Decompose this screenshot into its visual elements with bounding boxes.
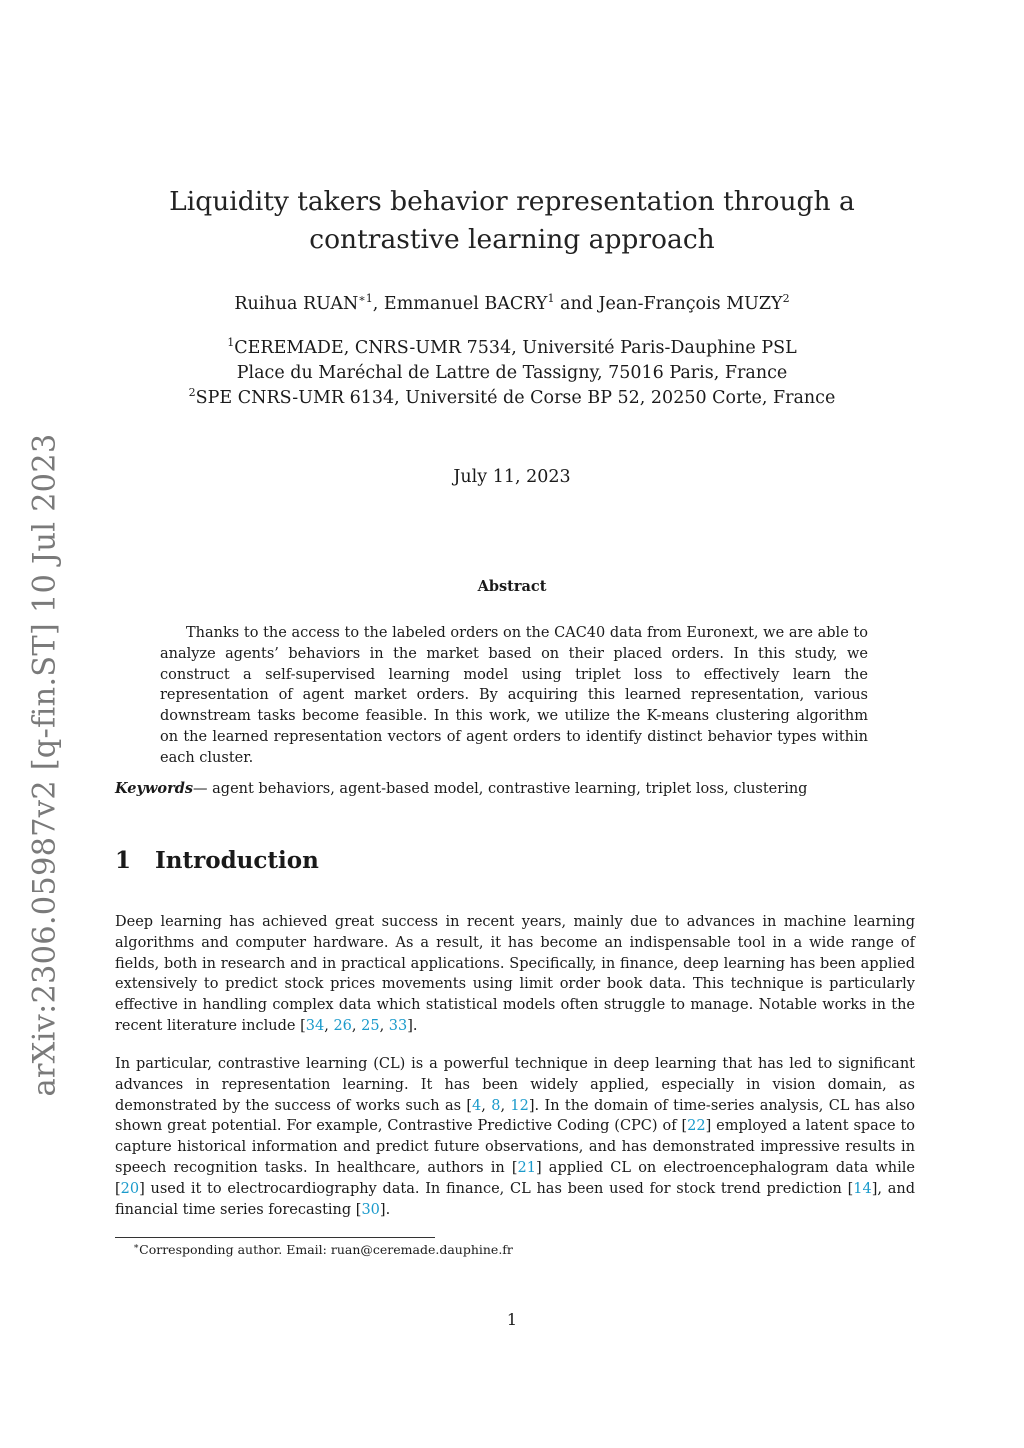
footnote-text: Corresponding author. Email: ruan@ceremade.dauphine.fr [139, 1242, 513, 1257]
affiliation-text: SPE CNRS-UMR 6134, Université de Corse BP 52, 20250 Corte, France [195, 388, 836, 408]
arxiv-identifier-stamp: arXiv:2306.05987v2 [q-fin.ST] 10 Jul 2023 [27, 433, 63, 1097]
author-superscript: ∗1 [358, 292, 373, 305]
intro-paragraph-1: Deep learning has achieved great success in recent years, mainly due to advances in machine learning algorithms and computer hardware. As a result, it has become an indispensable tool in a wide range of fields, both in research and in practical applications. Specifically, in finance, deep learning has been applied extensively to predict stock prices movements using limit order book data. This technique is particularly effective in handling complex data which statistical models often struggle to manage. Notable works in the recent literature include [34, 26, 25, 33]. [115, 914, 915, 1034]
citation-link[interactable]: 12 [510, 1097, 529, 1114]
paragraph-text: Deep learning has achieved great success in recent years, mainly due to advances in machine learning algorithms and computer hardware. As a result, it has become an indispensable tool in a wide range of fields, both in research and in practical applications. Specifically, in finance, deep learning has been applied extensively to predict stock prices movements using limit order book data. This technique is particularly effective in handling complex data which statistical models often struggle to manage. Notable works in the recent literature include [115, 914, 915, 1034]
section-number: 1 [115, 847, 132, 874]
citation-link[interactable]: 26 [333, 1017, 352, 1034]
citation-link[interactable]: 4 [472, 1097, 482, 1114]
affiliation-text: CEREMADE, CNRS-UMR 7534, Université Paris-Dauphine PSL [234, 338, 797, 358]
page-number: 1 [506, 1310, 518, 1329]
keywords-dash: — [193, 781, 208, 797]
paragraph-text: ], and financial time series forecasting [115, 1180, 915, 1218]
author-superscript: 2 [782, 292, 790, 305]
intro-paragraph-2: In particular, contrastive learning (CL) is a powerful technique in deep learning that has led to significant advances in representation learning. It has been widely applied, especially in vision domain, as demonstrated by the success of works such as [4, 8, 12]. In the domain of time-series analysis, CL has also shown great potential. For example, Contrastive Predictive Coding (CPC) of [22] employed a latent space to capture historical information and predict future observations, and has demonstrated impressive results in speech recognition tasks. In healthcare, authors in [21] applied CL on electroencephalogram data while [20] used it to electrocardiography data. In finance, CL has been used for stock trend prediction [14], and financial time series forecasting [30]. [115, 1056, 915, 1218]
paragraph-text: ]. In the domain of time-series analysis, CL has also shown great potential. For example, Contrastive Predictive Coding (CPC) of [115, 1097, 915, 1135]
keywords-label: Keywords [115, 780, 194, 797]
author-name: Emmanuel BACRY [383, 294, 548, 314]
citation-link[interactable]: 33 [388, 1017, 408, 1034]
footnote [133, 1242, 513, 1257]
section-heading [115, 847, 319, 874]
paragraph-text: In particular, contrastive learning (CL) is a powerful technique in deep learning that has led to significant advances in representation learning. It has been widely applied, especially in vision domain, as demonstrated by the success of works such as [115, 1056, 915, 1114]
author-list: Ruihua $RUAN^{∗1}$, Emmanuel BACRY$^1$ and Jean-François MUZY$^2$ [234, 292, 790, 314]
author-conjunction: and [560, 294, 593, 314]
citation-link[interactable]: 25 [361, 1017, 380, 1034]
affiliation-1 [112, 336, 912, 361]
citation-link[interactable]: 20 [120, 1180, 140, 1197]
paper-date: July 11, 2023 [453, 467, 571, 487]
affiliation-superscript: 2 [188, 386, 196, 399]
paragraph-text: ]. [407, 1017, 418, 1034]
affiliations [112, 336, 912, 411]
footnote-mark: ∗ [133, 1242, 140, 1252]
citation-link[interactable]: 34 [305, 1017, 325, 1034]
paragraph-text: ] employed a latent space to capture historical information and predict future observations, and has demonstrated impressive results in speech recognition tasks. In healthcare, authors in [115, 1118, 915, 1176]
keywords-line [115, 780, 915, 797]
author-name: Ruihua RUAN [234, 294, 359, 314]
citation-link[interactable]: 14 [853, 1180, 872, 1197]
keywords-text: agent behaviors, agent-based model, contrastive learning, triplet loss, clustering [212, 781, 808, 797]
paper-title: Liquidity takers behavior representation through a contrastive learning approach [169, 186, 855, 255]
citation-link[interactable]: 30 [361, 1201, 380, 1218]
affiliation-2 [112, 386, 912, 411]
affiliation-superscript: 1 [227, 336, 235, 349]
affiliation-1-address: Place du Maréchal de Lattre de Tassigny, 75016 Paris, France [236, 363, 788, 383]
author-name: Jean-François MUZY [598, 294, 783, 314]
citation-link[interactable]: 8 [491, 1097, 501, 1114]
abstract-heading: Abstract [477, 578, 547, 595]
paragraph-text: ] used it to electrocardiography data. In finance, CL has been used for stock trend prediction [139, 1180, 848, 1197]
abstract-text: Thanks to the access to the labeled orders on the CAC40 data from Euronext, we are able to analyze agents’ behaviors in the market based on their placed orders. In this study, we construct a self-supervised learning model using triplet loss to effectively learn the representation of agent market orders. By acquiring this learned representation, various downstream tasks become feasible. In this work, we utilize the K-means clustering algorithm on the learned representation vectors of agent orders to identify distinct behavior types within each cluster. [160, 625, 868, 766]
author-superscript: 1 [547, 292, 555, 305]
citation-link[interactable]: 22 [687, 1118, 706, 1135]
footnote-rule [115, 1237, 435, 1238]
citation-link[interactable]: 21 [517, 1159, 536, 1176]
paragraph-text: ] applied CL on electroencephalogram data while [536, 1159, 915, 1176]
paragraph-text: ]. [379, 1201, 391, 1218]
section-title: Introduction [155, 847, 319, 874]
